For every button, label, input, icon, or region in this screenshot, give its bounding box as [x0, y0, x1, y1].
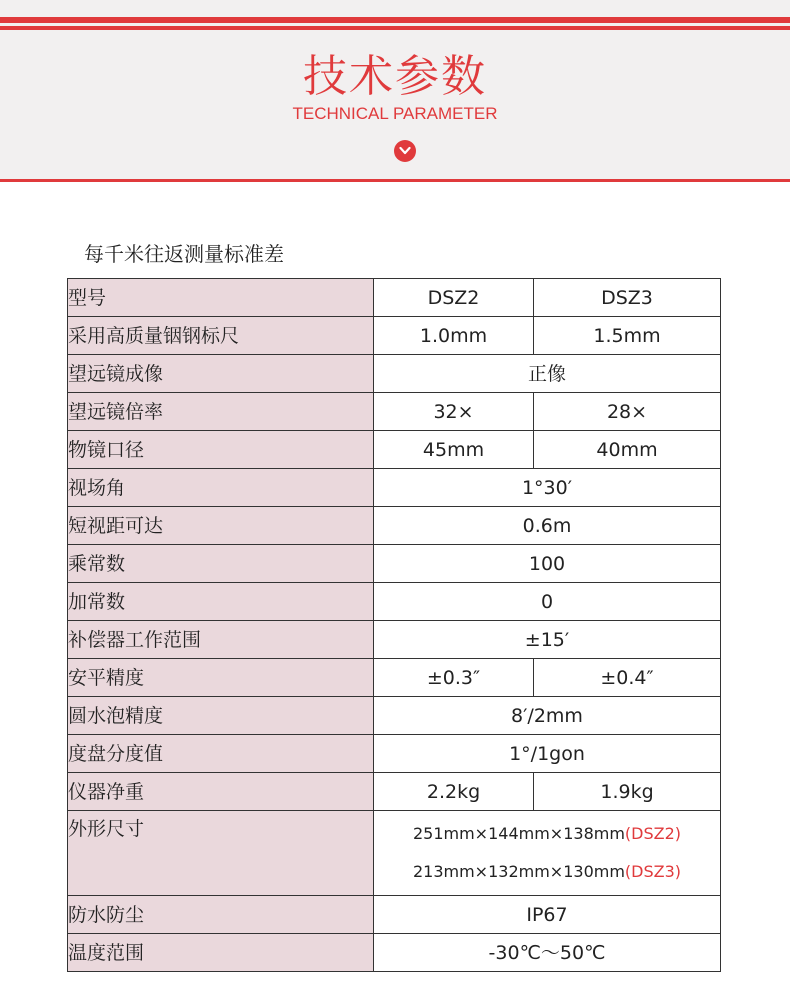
row-label: 物镜口径: [68, 431, 374, 469]
top-stripe: [0, 17, 790, 23]
row-label: 加常数: [68, 583, 374, 621]
table-row: [68, 583, 721, 621]
row-value-dsz3: 1.9kg: [534, 773, 721, 811]
dimensions-value: [374, 811, 721, 896]
table-row: [68, 545, 721, 583]
row-value-dsz3: 40mm: [534, 431, 721, 469]
row-value: 0.6m: [374, 507, 721, 545]
dimensions-size: 213mm×132mm×130mm: [412, 862, 625, 881]
table-row: [68, 773, 721, 811]
page-subtitle: TECHNICAL PARAMETER: [292, 104, 498, 123]
row-value: ±15′: [374, 621, 721, 659]
row-label: 短视距可达: [68, 507, 374, 545]
top-stripe-thin: [0, 26, 790, 30]
row-label: 视场角: [68, 469, 374, 507]
table-row: [68, 469, 721, 507]
parameter-table: [67, 278, 721, 972]
dimensions-size: 251mm×144mm×138mm: [412, 824, 625, 843]
row-value: 100: [374, 545, 721, 583]
row-label: 乘常数: [68, 545, 374, 583]
row-label: 度盘分度值: [68, 735, 374, 773]
chevron-down-icon: [394, 140, 416, 162]
table-row: [68, 697, 721, 735]
row-label: 外形尺寸: [68, 811, 374, 896]
row-value-dsz3: 28×: [534, 393, 721, 431]
header-model-dsz2: DSZ2: [374, 279, 534, 317]
row-value: 1°30′: [374, 469, 721, 507]
row-value: 8′/2mm: [374, 697, 721, 735]
row-label: 圆水泡精度: [68, 697, 374, 735]
table-row: [68, 317, 721, 355]
dimensions-model: (DSZ2): [624, 824, 682, 843]
row-value-dsz3: 1.5mm: [534, 317, 721, 355]
row-value-dsz2: ±0.3″: [374, 659, 534, 697]
row-value: 0: [374, 583, 721, 621]
header-divider: [0, 179, 790, 182]
row-label: 安平精度: [68, 659, 374, 697]
row-label: 温度范围: [68, 934, 374, 972]
row-label: 望远镜倍率: [68, 393, 374, 431]
section-title: 每千米往返测量标准差: [84, 242, 284, 266]
dimensions-line-dsz3: [374, 853, 720, 891]
row-value: 1°/1gon: [374, 735, 721, 773]
table-row: [68, 393, 721, 431]
page-title: 技术参数: [303, 51, 487, 102]
row-label: 补偿器工作范围: [68, 621, 374, 659]
header-model-dsz3: DSZ3: [534, 279, 721, 317]
dimensions-model: (DSZ3): [624, 862, 682, 881]
header-banner: [0, 0, 790, 182]
row-value-dsz3: ±0.4″: [534, 659, 721, 697]
row-label: 仪器净重: [68, 773, 374, 811]
table-row: [68, 735, 721, 773]
row-value-dsz2: 2.2kg: [374, 773, 534, 811]
table-row: [68, 934, 721, 972]
row-value: IP67: [374, 896, 721, 934]
row-value-dsz2: 1.0mm: [374, 317, 534, 355]
table-header-row: [68, 279, 721, 317]
row-value: 正像: [374, 355, 721, 393]
table-row: [68, 621, 721, 659]
row-label: 防水防尘: [68, 896, 374, 934]
row-value: -30℃～50℃: [374, 934, 721, 972]
table-row: [68, 355, 721, 393]
row-value-dsz2: 32×: [374, 393, 534, 431]
row-label: 采用高质量铟钢标尺: [68, 317, 374, 355]
table-row: [68, 507, 721, 545]
dimensions-line-dsz2: [374, 815, 720, 853]
table-row-dimensions: [68, 811, 721, 896]
row-value-dsz2: 45mm: [374, 431, 534, 469]
header-label: 型号: [68, 279, 374, 317]
table-row: [68, 896, 721, 934]
table-row: [68, 659, 721, 697]
row-label: 望远镜成像: [68, 355, 374, 393]
table-row: [68, 431, 721, 469]
